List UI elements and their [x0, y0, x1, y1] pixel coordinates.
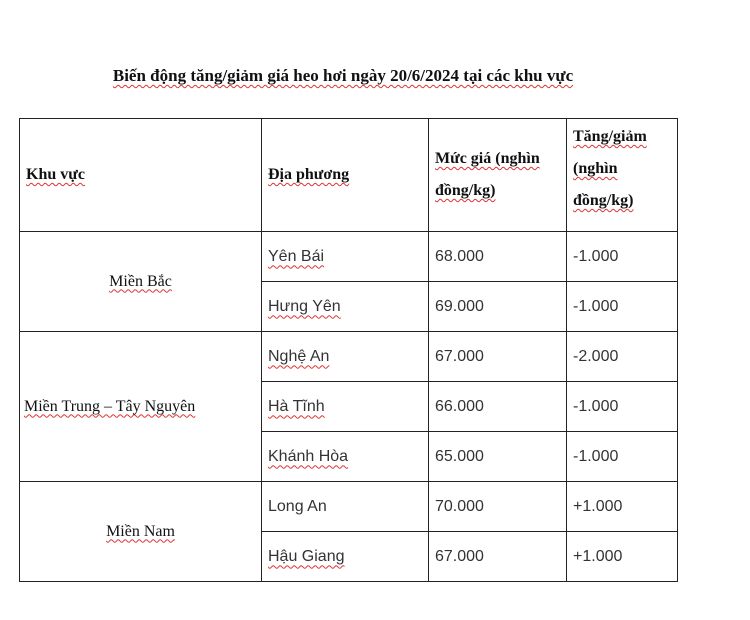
change-cell: -1.000	[567, 232, 678, 282]
change-cell: -2.000	[567, 332, 678, 382]
price-table	[19, 118, 678, 582]
title-text: Biến động tăng/giảm giá heo hơi ngày 20/6/2024 tại các khu vực	[112, 66, 574, 85]
locality-cell: Hưng Yên	[262, 282, 429, 332]
table-row	[20, 232, 678, 282]
price-cell: 67.000	[429, 332, 567, 382]
region-cell: Miền Trung – Tây Nguyên	[20, 332, 262, 482]
price-cell: 66.000	[429, 382, 567, 432]
price-cell: 69.000	[429, 282, 567, 332]
region-cell: Miền Bắc	[20, 232, 262, 332]
locality-cell: Hà Tĩnh	[262, 382, 429, 432]
region-cell: Miền Nam	[20, 482, 262, 582]
price-cell: 67.000	[429, 532, 567, 582]
header-change: Tăng/giảm (nghìn đồng/kg)	[567, 119, 678, 232]
locality-cell: Yên Bái	[262, 232, 429, 282]
change-cell: -1.000	[567, 282, 678, 332]
price-cell: 70.000	[429, 482, 567, 532]
locality-cell: Nghệ An	[262, 332, 429, 382]
locality-cell: Long An	[262, 482, 429, 532]
header-row	[20, 119, 678, 232]
header-region: Khu vực	[20, 119, 262, 232]
change-cell: -1.000	[567, 382, 678, 432]
document-title	[0, 66, 686, 86]
price-cell: 65.000	[429, 432, 567, 482]
price-cell: 68.000	[429, 232, 567, 282]
change-cell: +1.000	[567, 532, 678, 582]
header-locality: Địa phương	[262, 119, 429, 232]
header-price: Mức giá (nghìn đồng/kg)	[429, 119, 567, 232]
change-cell: +1.000	[567, 482, 678, 532]
change-cell: -1.000	[567, 432, 678, 482]
table-row	[20, 332, 678, 382]
locality-cell: Khánh Hòa	[262, 432, 429, 482]
locality-cell: Hậu Giang	[262, 532, 429, 582]
table-row	[20, 482, 678, 532]
